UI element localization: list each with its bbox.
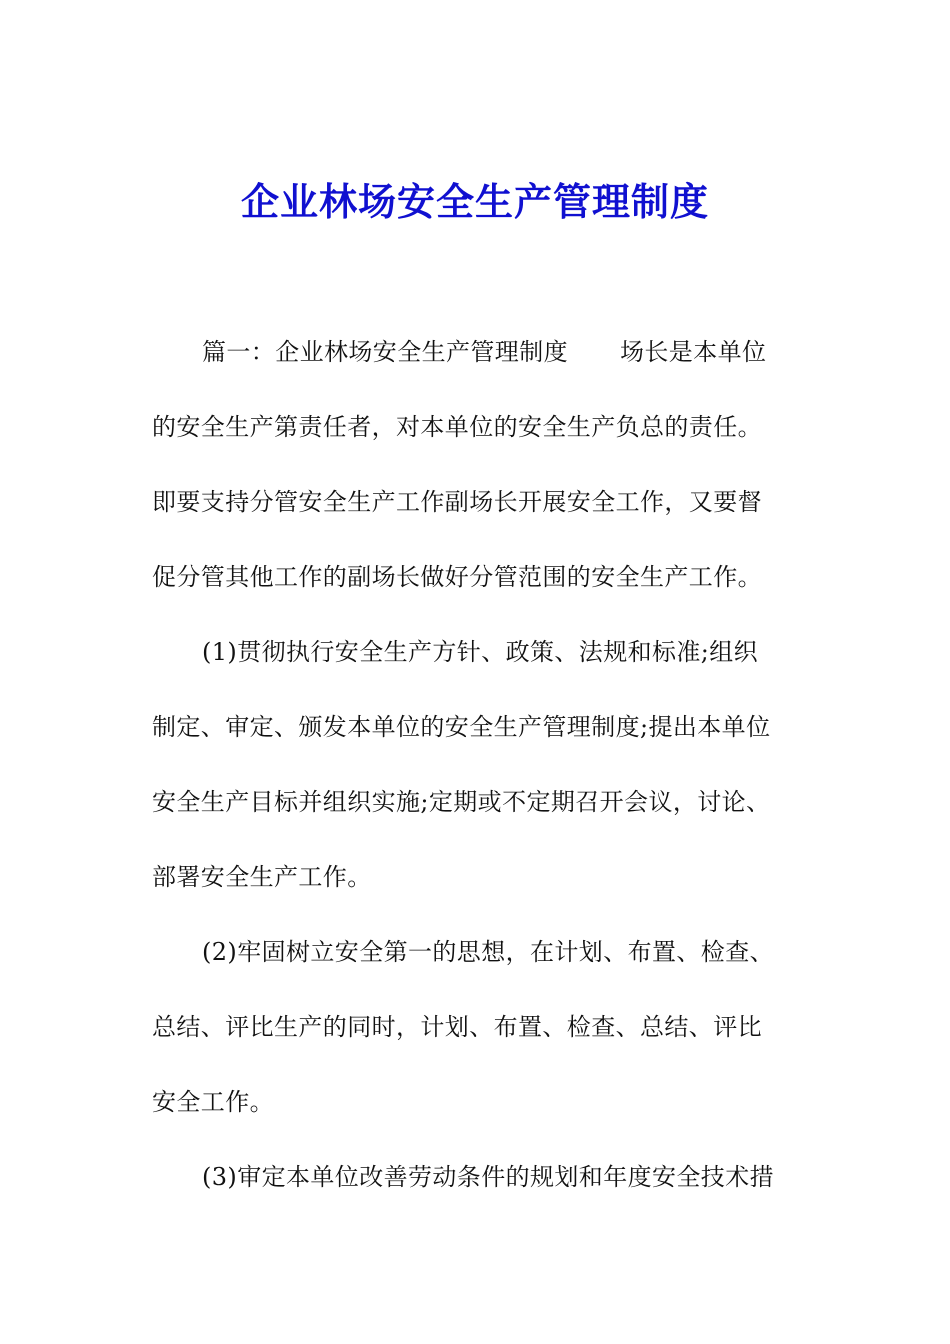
line-text: 促分管其他工作的副场长做好分管范围的安全生产工作。 xyxy=(152,563,762,591)
paragraph-line xyxy=(152,397,812,472)
line-tail-text: 场长是本单位 xyxy=(620,338,767,366)
document-title: 企业林场安全生产管理制度 xyxy=(240,179,709,224)
paragraph-line xyxy=(152,1147,812,1222)
paragraph-line xyxy=(152,1072,812,1147)
line-text: 篇一：企业林场安全生产管理制度 xyxy=(202,338,568,366)
line-text: (2)牢固树立安全第一的思想，在计划、布置、检查、 xyxy=(202,938,774,966)
line-text: 安全工作。 xyxy=(152,1088,274,1116)
paragraph-line xyxy=(152,922,812,997)
paragraph-line xyxy=(152,697,812,772)
line-text: 部署安全生产工作。 xyxy=(152,863,372,891)
paragraph-line xyxy=(152,622,812,697)
paragraph-line xyxy=(152,547,812,622)
line-text: 制定、审定、颁发本单位的安全生产管理制度;提出本单位 xyxy=(152,713,771,741)
line-text: 总结、评比生产的同时，计划、布置、检查、总结、评比 xyxy=(152,1013,762,1041)
paragraph-line xyxy=(152,997,812,1072)
document-body xyxy=(152,322,812,1222)
paragraph-line xyxy=(152,322,812,397)
line-text: 即要支持分管安全生产工作副场长开展安全工作，又要督 xyxy=(152,488,762,516)
line-text: 的安全生产第责任者，对本单位的安全生产负总的责任。 xyxy=(152,413,762,441)
line-text: (3)审定本单位改善劳动条件的规划和年度安全技术措 xyxy=(202,1163,774,1191)
line-text: (1)贯彻执行安全生产方针、政策、法规和标准;组织 xyxy=(202,638,759,666)
paragraph-line xyxy=(152,772,812,847)
paragraph-line xyxy=(152,472,812,547)
paragraph-line xyxy=(152,847,812,922)
line-text: 安全生产目标并组织实施;定期或不定期召开会议，讨论、 xyxy=(152,788,771,816)
